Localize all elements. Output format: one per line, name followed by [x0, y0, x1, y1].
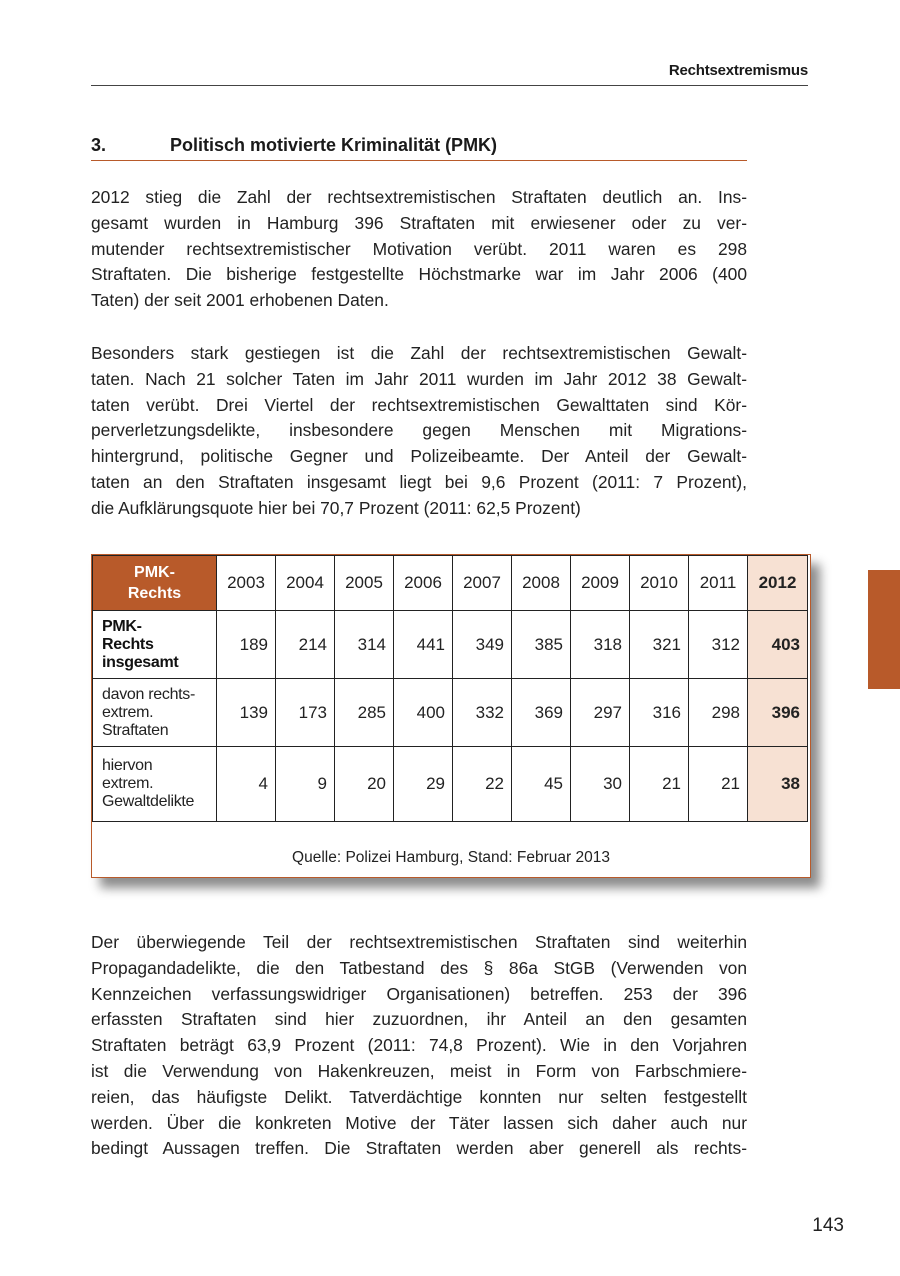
row-label [93, 747, 217, 822]
table-cell: 285 [335, 679, 394, 747]
paragraph-line: Taten) der seit 2001 erhobenen Daten. [91, 290, 389, 311]
table-row [93, 747, 808, 822]
row-label-line: extrem. [102, 703, 154, 721]
table-cell-highlight: 38 [748, 747, 808, 822]
table-cell: 22 [453, 747, 512, 822]
section-title-text: Politisch motivierte Kriminalität (PMK) [170, 135, 498, 155]
year-header: 2011 [689, 556, 748, 611]
chapter-tab-marker [868, 570, 900, 689]
running-head: Rechtsextremismus [668, 62, 808, 79]
paragraph-3 [91, 930, 747, 1162]
table-cell: 332 [453, 679, 512, 747]
table-cell: 318 [571, 611, 630, 679]
paragraph-line: Der überwiegende Teil der rechtsextremistischen Straftaten sind weiterhin [91, 932, 747, 952]
table-row [93, 611, 808, 679]
table-cell: 21 [630, 747, 689, 822]
row-label-line: davon rechts- [102, 685, 196, 703]
table-cell: 30 [571, 747, 630, 822]
table-cell: 297 [571, 679, 630, 747]
statistics-table-box [91, 554, 811, 878]
header-rule [91, 85, 808, 86]
table-cell-highlight: 403 [748, 611, 808, 679]
year-header-highlight: 2012 [748, 556, 808, 611]
row-label [93, 611, 217, 679]
paragraph-line: 2012 stieg die Zahl der rechtsextremistischen Straftaten deutlich an. Ins- [91, 187, 747, 207]
corner-line: Rechts [127, 585, 182, 602]
table-cell: 321 [630, 611, 689, 679]
row-label-line: hiervon [102, 757, 153, 774]
table-cell: 21 [689, 747, 748, 822]
year-header: 2006 [394, 556, 453, 611]
table-cell: 189 [217, 611, 276, 679]
paragraph-line: taten an den Straftaten insgesamt liegt bei 9,6 Prozent (2011: 7 Prozent), [91, 471, 747, 492]
title-rule [91, 160, 747, 161]
row-label-line: insgesamt [102, 653, 179, 671]
table-cell: 214 [276, 611, 335, 679]
table-corner-header [93, 556, 217, 611]
table-cell-highlight: 396 [748, 679, 808, 747]
paragraph-1 [91, 185, 747, 314]
table-cell: 441 [394, 611, 453, 679]
table-cell: 139 [217, 679, 276, 747]
row-label-line: Gewaltdelikte [102, 793, 195, 810]
table-cell: 316 [630, 679, 689, 747]
row-label-line: Straftaten [102, 721, 169, 739]
paragraph-line: ist die Verwendung von Hakenkreuzen, meist in Form von Farbschmiere- [91, 1060, 747, 1081]
row-label-line: PMK- [102, 617, 142, 635]
table-cell: 20 [335, 747, 394, 822]
paragraph-line: Propagandadelikte, die den Tatbestand des § 86a StGB (Verwenden von [91, 957, 747, 978]
paragraph-line: werden. Über die konkreten Motive der Täter lassen sich daher auch nur [91, 1112, 747, 1133]
row-label-line: extrem. [102, 775, 154, 792]
table-cell: 4 [217, 747, 276, 822]
table-row [93, 679, 808, 747]
table-cell: 385 [512, 611, 571, 679]
paragraph-2 [91, 341, 747, 522]
table-cell: 45 [512, 747, 571, 822]
paragraph-line: Besonders stark gestiegen ist die Zahl der rechtsextremistischen Gewalt- [91, 343, 747, 363]
paragraph-line: mutender rechtsextremistischer Motivation verübt. 2011 waren es 298 [91, 238, 747, 259]
row-label [93, 679, 217, 747]
paragraph-line: hintergrund, politische Gegner und Polizeibeamte. Der Anteil der Gewalt- [91, 446, 747, 467]
pmk-statistics-table [92, 555, 808, 822]
paragraph-line: Straftaten. Die bisherige festgestellte Höchstmarke war im Jahr 2006 (400 [91, 264, 747, 285]
year-header: 2003 [217, 556, 276, 611]
section-number: 3. [91, 135, 107, 155]
paragraph-line: Straftaten beträgt 63,9 Prozent (2011: 74,8 Prozent). Wie in den Vorjahren [91, 1035, 747, 1056]
paragraph-line: erfassten Straftaten sind hier zuzuordnen, ihr Anteil an den gesamten [91, 1009, 747, 1030]
table-cell: 312 [689, 611, 748, 679]
paragraph-line: gesamt wurden in Hamburg 396 Straftaten mit erwiesener oder zu ver- [91, 212, 747, 233]
table-cell: 298 [689, 679, 748, 747]
table-cell: 349 [453, 611, 512, 679]
paragraph-line: taten verübt. Drei Viertel der rechtsextremistischen Gewalttaten sind Kör- [91, 394, 747, 415]
paragraph-line: reien, das häufigste Delikt. Tatverdächtige konnten nur selten festgestellt [91, 1086, 747, 1107]
year-header: 2008 [512, 556, 571, 611]
table-cell: 173 [276, 679, 335, 747]
page-number: 143 [812, 1215, 844, 1236]
year-header: 2010 [630, 556, 689, 611]
table-source-note: Quelle: Polizei Hamburg, Stand: Februar 2013 [292, 849, 610, 866]
paragraph-line: die Aufklärungsquote hier bei 70,7 Prozent (2011: 62,5 Prozent) [91, 497, 581, 518]
year-header: 2004 [276, 556, 335, 611]
paragraph-line: taten. Nach 21 solcher Taten im Jahr 2011 wurden im Jahr 2012 38 Gewalt- [91, 368, 747, 389]
table-cell: 9 [276, 747, 335, 822]
year-header: 2009 [571, 556, 630, 611]
table-cell: 369 [512, 679, 571, 747]
year-header: 2007 [453, 556, 512, 611]
table-cell: 29 [394, 747, 453, 822]
paragraph-line: Kennzeichen verfassungswidriger Organisationen) betreffen. 253 der 396 [91, 983, 747, 1004]
table-cell: 314 [335, 611, 394, 679]
paragraph-line: bedingt Aussagen treffen. Die Straftaten werden aber generell als rechts- [91, 1138, 747, 1159]
table-cell: 400 [394, 679, 453, 747]
section-title [91, 135, 747, 156]
paragraph-line: perverletzungsdelikte, insbesondere gegen Menschen mit Migrations- [91, 420, 747, 441]
table-header-row [93, 556, 808, 611]
year-header: 2005 [335, 556, 394, 611]
corner-line: PMK- [134, 564, 175, 581]
row-label-line: Rechts [102, 635, 154, 653]
